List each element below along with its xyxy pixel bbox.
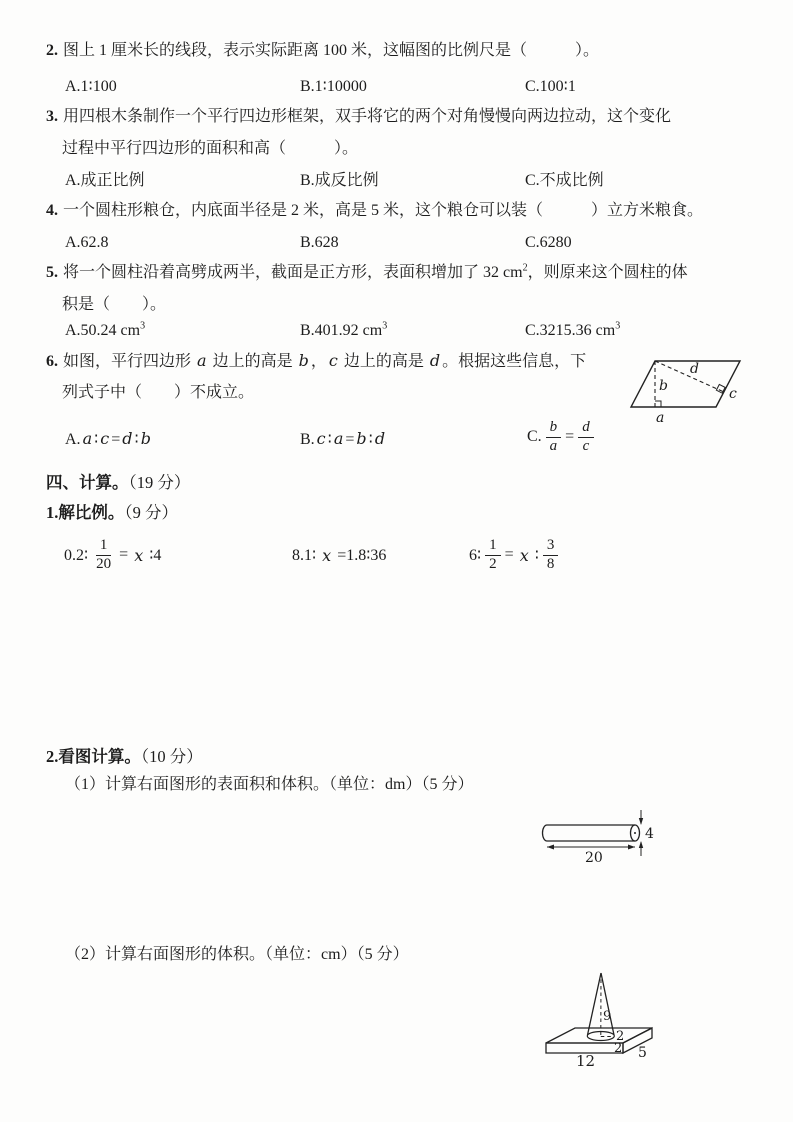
label-prism-length-12: 12 [576,1052,596,1070]
fraction-1-over-20: $\frac{1}{20}$ [96,537,112,572]
right-angle-mark-a [655,401,661,407]
sub-question-1-text: （1）计算右面图形的表面积和体积。（单位：dm）（5 分） [65,776,474,793]
question-4-option-c: C.6280 [525,234,572,251]
cone-left-slant [588,973,602,1035]
cone-right-slant [601,973,614,1035]
squared-superscript: 2 [522,262,528,274]
label-side-a: a [656,410,665,426]
arrowhead-up [639,841,643,848]
cylinder-figure [538,806,662,868]
question-5-number: 5. [46,264,58,281]
arrowhead-right [628,845,635,850]
question-3-option-c: C.不成比例 [525,172,604,189]
parallelogram-figure [620,350,752,428]
parallelogram-shape [631,361,740,407]
arrowhead-left [547,845,554,850]
question-2-option-b: B.1∶10000 [300,78,367,95]
question-4-number: 4. [46,202,58,219]
sub-question-2-text: （2）计算右面图形的体积。（单位：cm）（5 分） [65,946,409,963]
arrowhead-down [639,818,643,825]
cubed-superscript: 3 [615,320,621,332]
question-3-option-a: A.成正比例 [65,172,145,189]
fraction-3-over-8: $\frac{3}{8}$ [543,537,559,573]
question-6-text-line2: 列式子中（ ）不成立。 [62,384,255,401]
cylinder-left-cap [543,825,548,841]
question-2-option-c: C.100∶1 [525,78,576,95]
equation-2: 8.1∶ x =1.8∶36 [292,545,387,565]
question-3-text-line1: 3. 用四根木条制作一个平行四边形框架，双手将它的两个对角慢慢向两边拉动，这个变化 [46,108,672,125]
question-3-option-b: B.成反比例 [300,172,379,189]
question-6-option-b: B. c ∶ a = b ∶ d [300,429,386,448]
equation-1: 0.2∶ $\frac{1}{20}$ = x ∶4 [64,537,162,572]
equation-3: 6∶ $\frac{1}{2}$ = x ∶ $\frac{3}{8}$ [467,529,560,581]
question-5-option-c: C.3215.36 $cm^3$ [525,320,621,339]
cylinder-center-dot [634,832,636,834]
question-2-number: 2. [46,42,58,59]
label-diameter-4: 4 [645,826,654,842]
question-4-text: 4. 一个圆柱形粮仓，内底面半径是 2 米，高是 5 米，这个粮仓可以装（ ）立方米粮食。 [46,202,704,219]
question-5-text-line1: 5. 将一个圆柱沿着高劈成两半，截面是正方形，表面积增加了 32 $cm^2$，则原来这个圆柱的体 [46,262,688,281]
question-4-option-b: B.628 [300,234,339,251]
item-2-heading: 2.看图计算。（10 分） [46,747,203,766]
question-5-option-a: A.50.24 $cm^3$ [65,320,146,339]
question-6-option-c: C. $\frac{b}{a}$ = $\frac{d}{c}$ [525,410,596,464]
fraction-d-over-c: $\frac{d}{c}$ [578,419,594,455]
item-1-heading: 1.解比例。（9 分） [46,503,178,522]
question-3-text-line2: 过程中平行四边形的面积和高（ ）。 [62,140,359,157]
label-cone-radius-2: 2 [616,1029,625,1044]
question-5-text-line2: 积是（ ）。 [62,296,167,313]
label-cone-height-9: 9 [603,1009,612,1024]
question-6-option-a: A. a ∶ c = d ∶ b [65,429,151,448]
variable-x: x [134,545,144,565]
question-6-number: 6. [46,353,58,370]
label-length-20: 20 [585,850,603,866]
fraction-b-over-a: $\frac{b}{a}$ [546,419,562,455]
label-prism-width-5: 5 [638,1045,647,1061]
question-2-option-a: A.1∶100 [65,78,117,95]
question-3-number: 3. [46,108,58,125]
cubed-superscript: 3 [382,320,388,332]
variable-x: x [519,545,529,565]
question-4-option-a: A.62.8 [65,234,109,251]
cone-on-prism-figure [540,966,670,1072]
section-heading: 四、计算。（19 分） [46,473,191,492]
label-height-d: d [690,361,699,377]
question-5-option-b: B.401.92 $cm^3$ [300,320,388,339]
fraction-1-over-2: $\frac{1}{2}$ [485,537,501,573]
cubed-superscript: 3 [140,320,146,332]
label-prism-height-2: 2 [614,1041,623,1056]
question-2-text: 2. 图上 1 厘米长的线段，表示实际距离 100 米，这幅图的比例尺是（ ）。 [46,42,600,59]
label-side-c: c [729,386,737,402]
question-6-text-line1: 6. 如图，平行四边形 a 边上的高是 b ， c 边上的高是 d 。根据这些信息，下 [46,351,587,370]
label-height-b: b [659,378,668,394]
variable-x: x [322,545,332,565]
